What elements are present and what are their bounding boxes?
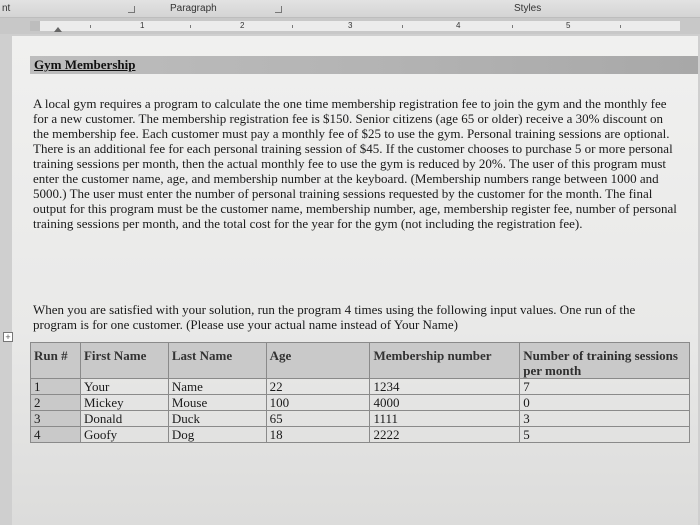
horizontal-ruler[interactable] bbox=[0, 18, 700, 34]
ruler-track bbox=[30, 21, 680, 31]
table-row bbox=[31, 379, 690, 395]
cell-age: 18 bbox=[266, 427, 370, 443]
cell-age: 65 bbox=[266, 411, 370, 427]
cell-membership-number: 4000 bbox=[370, 395, 520, 411]
cell-last-name: Duck bbox=[168, 411, 266, 427]
cell-first-name: Goofy bbox=[80, 427, 168, 443]
cell-run: 2 bbox=[31, 395, 81, 411]
column-header-age: Age bbox=[266, 343, 370, 379]
column-header-last-name: Last Name bbox=[168, 343, 266, 379]
cell-membership-number: 1234 bbox=[370, 379, 520, 395]
cell-first-name: Donald bbox=[80, 411, 168, 427]
column-header-membership-number: Membership number bbox=[370, 343, 520, 379]
cell-membership-number: 2222 bbox=[370, 427, 520, 443]
table-row bbox=[31, 427, 690, 443]
cell-age: 100 bbox=[266, 395, 370, 411]
table-header-row bbox=[31, 343, 690, 379]
table-move-handle-icon[interactable]: + bbox=[3, 332, 13, 342]
cell-membership-number: 1111 bbox=[370, 411, 520, 427]
column-header-run: Run # bbox=[31, 343, 81, 379]
cell-training-sessions: 0 bbox=[520, 395, 690, 411]
ruler-number: 5 bbox=[566, 21, 571, 30]
ruler-left-margin bbox=[30, 21, 40, 31]
cell-training-sessions: 5 bbox=[520, 427, 690, 443]
ruler-tick bbox=[292, 25, 293, 28]
ruler-tick bbox=[620, 25, 621, 28]
cell-run: 3 bbox=[31, 411, 81, 427]
cell-training-sessions: 3 bbox=[520, 411, 690, 427]
instructions-paragraph: When you are satisfied with your solution, run the program 4 times using the following input values. One run of the program is for one customer. (Please use your actual name instead of Your Name) bbox=[33, 302, 636, 332]
indent-marker-icon[interactable] bbox=[54, 27, 62, 32]
heading-shading-bar bbox=[30, 56, 698, 74]
document-heading: Gym Membership bbox=[34, 57, 136, 72]
cell-run: 4 bbox=[31, 427, 81, 443]
table-row bbox=[31, 395, 690, 411]
ribbon bbox=[0, 0, 700, 18]
cell-last-name: Dog bbox=[168, 427, 266, 443]
cell-age: 22 bbox=[266, 379, 370, 395]
ruler-tick bbox=[190, 25, 191, 28]
cell-first-name: Your bbox=[80, 379, 168, 395]
ruler-tick bbox=[512, 25, 513, 28]
document-page[interactable] bbox=[5, 36, 698, 525]
cell-last-name: Mouse bbox=[168, 395, 266, 411]
ruler-number: 1 bbox=[140, 21, 145, 30]
ribbon-left-label: nt bbox=[2, 3, 11, 14]
input-values-table bbox=[30, 342, 690, 443]
paragraph-group-label: Paragraph bbox=[170, 3, 217, 14]
ruler-number: 2 bbox=[240, 21, 245, 30]
cell-run: 1 bbox=[31, 379, 81, 395]
cell-first-name: Mickey bbox=[80, 395, 168, 411]
problem-description-paragraph: A local gym requires a program to calculate the one time membership registration fee to join the gym and the monthly fee for a new customer. The membership registration fee is $150. Senior citizens (age 65 or older) receive a 30% discount on the membership fee. Each customer must pay a monthly fee of $25 to use the gym. Personal training sessions are optional. There is an additional fee for each personal training session of $45. If the customer chooses to purchase 5 or more personal training sessions per month, then the actual monthly fee to use the gym is reduced by 20%. The user of this program must enter the customer name, age, and membership number at the keyboard. (Membership numbers range between 1000 and 5000.) The user must enter the number of personal training sessions requested by the customer for the month. The final output for this program must be the customer name, membership number, age, membership register fee, number of personal training sessions per month, and the total cost for the year for the gym (not including the registration fee). bbox=[33, 96, 677, 231]
dialog-launcher-icon[interactable] bbox=[128, 6, 135, 13]
ruler-number: 3 bbox=[348, 21, 353, 30]
ruler-tick bbox=[402, 25, 403, 28]
table-row bbox=[31, 411, 690, 427]
paragraph-dialog-launcher-icon[interactable] bbox=[275, 6, 282, 13]
cell-last-name: Name bbox=[168, 379, 266, 395]
cell-training-sessions: 7 bbox=[520, 379, 690, 395]
styles-group-label: Styles bbox=[514, 3, 542, 14]
ruler-number: 4 bbox=[456, 21, 461, 30]
column-header-training-sessions: Number of training sessions per month bbox=[520, 343, 690, 379]
ruler-tick bbox=[90, 25, 91, 28]
column-header-first-name: First Name bbox=[80, 343, 168, 379]
